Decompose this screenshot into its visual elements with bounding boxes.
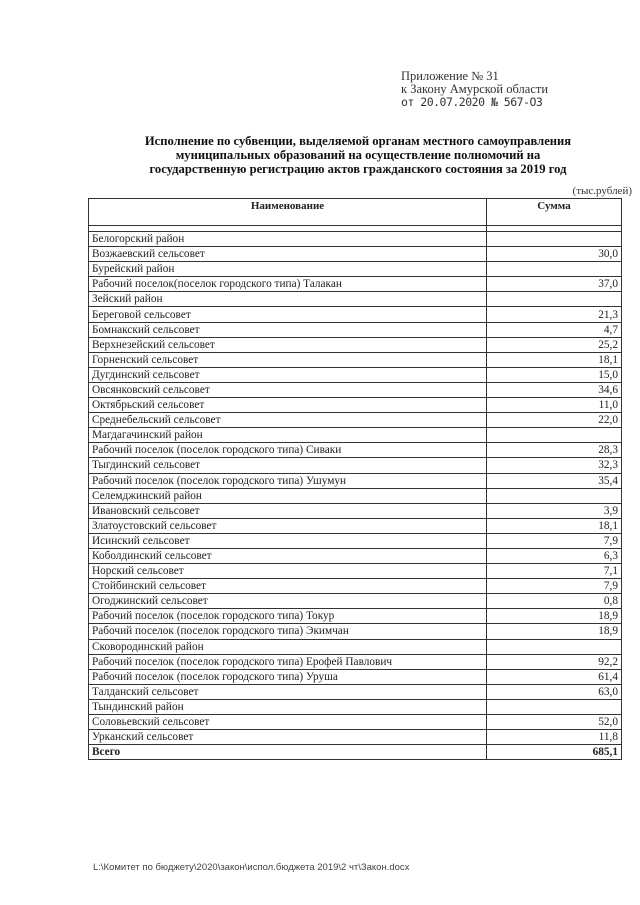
table-row xyxy=(89,413,622,428)
row-sum: 28,3 xyxy=(487,443,622,458)
row-sum: 22,0 xyxy=(487,413,622,428)
row-name: Огоджинский сельсовет xyxy=(89,594,487,609)
table-row xyxy=(89,428,622,443)
row-sum: 18,1 xyxy=(487,352,622,367)
row-name: Дугдинский сельсовет xyxy=(89,367,487,382)
table-row xyxy=(89,473,622,488)
total-row xyxy=(89,745,622,760)
row-sum: 18,9 xyxy=(487,609,622,624)
units-label: (тыс.рублей) xyxy=(572,185,632,197)
total-name: Всего xyxy=(89,745,487,760)
document-title xyxy=(88,134,628,176)
appendix-note xyxy=(401,70,621,109)
row-name: Зейский район xyxy=(89,292,487,307)
row-name: Ивановский сельсовет xyxy=(89,503,487,518)
table-row xyxy=(89,398,622,413)
row-name: Урканский сельсовет xyxy=(89,730,487,745)
table-row xyxy=(89,367,622,382)
title-line-3: государственную регистрацию актов гражданского состояния за 2019 год xyxy=(149,162,567,176)
file-path-footer: L:\Комитет по бюджету\2020\закон\испол.бюджета 2019\2 чт\Закон.docx xyxy=(93,862,410,873)
row-sum: 6,3 xyxy=(487,548,622,563)
table-row xyxy=(89,443,622,458)
table-row xyxy=(89,715,622,730)
row-sum: 18,9 xyxy=(487,624,622,639)
row-name: Бурейский район xyxy=(89,262,487,277)
row-sum xyxy=(487,639,622,654)
row-name: Талданский сельсовет xyxy=(89,684,487,699)
row-name: Соловьевский сельсовет xyxy=(89,715,487,730)
row-sum: 7,1 xyxy=(487,564,622,579)
row-sum: 7,9 xyxy=(487,533,622,548)
row-name: Среднебельский сельсовет xyxy=(89,413,487,428)
row-name: Тындинский район xyxy=(89,699,487,714)
table-row xyxy=(89,579,622,594)
table-row xyxy=(89,247,622,262)
row-name: Стойбинский сельсовет xyxy=(89,579,487,594)
row-sum xyxy=(487,262,622,277)
table-row xyxy=(89,609,622,624)
row-name: Горненский сельсовет xyxy=(89,352,487,367)
total-sum: 685,1 xyxy=(487,745,622,760)
table-row xyxy=(89,654,622,669)
table-row xyxy=(89,564,622,579)
row-name: Исинский сельсовет xyxy=(89,533,487,548)
table-row xyxy=(89,548,622,563)
row-name: Норский сельсовет xyxy=(89,564,487,579)
appendix-number: Приложение № 31 xyxy=(401,69,499,83)
row-sum xyxy=(487,699,622,714)
row-sum: 11,0 xyxy=(487,398,622,413)
appendix-law: к Закону Амурской области xyxy=(401,82,549,96)
row-sum: 92,2 xyxy=(487,654,622,669)
table-row xyxy=(89,639,622,654)
row-name: Рабочий поселок (поселок городского типа) Экимчан xyxy=(89,624,487,639)
table-row xyxy=(89,488,622,503)
row-sum xyxy=(487,488,622,503)
row-sum: 34,6 xyxy=(487,382,622,397)
row-name: Сковородинский район xyxy=(89,639,487,654)
table-row xyxy=(89,262,622,277)
table-row xyxy=(89,232,622,247)
row-sum: 32,3 xyxy=(487,458,622,473)
title-line-1: Исполнение по субвенции, выделяемой органам местного самоуправления xyxy=(144,134,572,148)
table-row xyxy=(89,594,622,609)
row-name: Рабочий поселок (поселок городского типа) Ерофей Павлович xyxy=(89,654,487,669)
row-sum: 52,0 xyxy=(487,715,622,730)
appendix-date: от 20.07.2020 № 567-ОЗ xyxy=(401,95,543,109)
row-sum xyxy=(487,428,622,443)
table-row xyxy=(89,503,622,518)
row-sum: 4,7 xyxy=(487,322,622,337)
table-row xyxy=(89,518,622,533)
row-sum: 35,4 xyxy=(487,473,622,488)
subvention-table xyxy=(88,198,622,760)
table-row xyxy=(89,382,622,397)
row-sum: 0,8 xyxy=(487,594,622,609)
row-sum xyxy=(487,292,622,307)
table-row xyxy=(89,533,622,548)
row-name: Белогорский район xyxy=(89,232,487,247)
row-name: Рабочий поселок (поселок городского типа) Уруша xyxy=(89,669,487,684)
row-sum: 7,9 xyxy=(487,579,622,594)
title-line-2: муниципальных образований на осуществление полномочий на xyxy=(175,148,541,162)
row-name: Рабочий поселок (поселок городского типа) Ушумун xyxy=(89,473,487,488)
row-name: Верхнезейский сельсовет xyxy=(89,337,487,352)
row-sum: 63,0 xyxy=(487,684,622,699)
table-row xyxy=(89,669,622,684)
row-name: Златоустовский сельсовет xyxy=(89,518,487,533)
table-row xyxy=(89,277,622,292)
row-name: Коболдинский сельсовет xyxy=(89,548,487,563)
row-name: Возжаевский сельсовет xyxy=(89,247,487,262)
table-row xyxy=(89,730,622,745)
row-sum: 11,8 xyxy=(487,730,622,745)
table-row xyxy=(89,352,622,367)
row-name: Рабочий поселок(поселок городского типа) Талакан xyxy=(89,277,487,292)
header-sum: Сумма xyxy=(487,199,622,226)
row-name: Рабочий поселок (поселок городского типа) Токур xyxy=(89,609,487,624)
row-name: Береговой сельсовет xyxy=(89,307,487,322)
row-sum: 30,0 xyxy=(487,247,622,262)
table-row xyxy=(89,699,622,714)
row-sum: 37,0 xyxy=(487,277,622,292)
header-name: Наименование xyxy=(89,199,487,226)
row-name: Тыгдинский сельсовет xyxy=(89,458,487,473)
row-sum: 15,0 xyxy=(487,367,622,382)
table-row xyxy=(89,684,622,699)
row-sum: 3,9 xyxy=(487,503,622,518)
row-name: Октябрьский сельсовет xyxy=(89,398,487,413)
table-row xyxy=(89,292,622,307)
row-sum xyxy=(487,232,622,247)
row-name: Селемджинский район xyxy=(89,488,487,503)
row-sum: 21,3 xyxy=(487,307,622,322)
row-sum: 25,2 xyxy=(487,337,622,352)
row-sum: 18,1 xyxy=(487,518,622,533)
row-name: Рабочий поселок (поселок городского типа) Сиваки xyxy=(89,443,487,458)
table-row xyxy=(89,307,622,322)
row-sum: 61,4 xyxy=(487,669,622,684)
table-row xyxy=(89,458,622,473)
table-row xyxy=(89,337,622,352)
row-name: Магдагачинский район xyxy=(89,428,487,443)
table-row xyxy=(89,322,622,337)
row-name: Бомнакский сельсовет xyxy=(89,322,487,337)
row-name: Овсянковский сельсовет xyxy=(89,382,487,397)
table-row xyxy=(89,624,622,639)
